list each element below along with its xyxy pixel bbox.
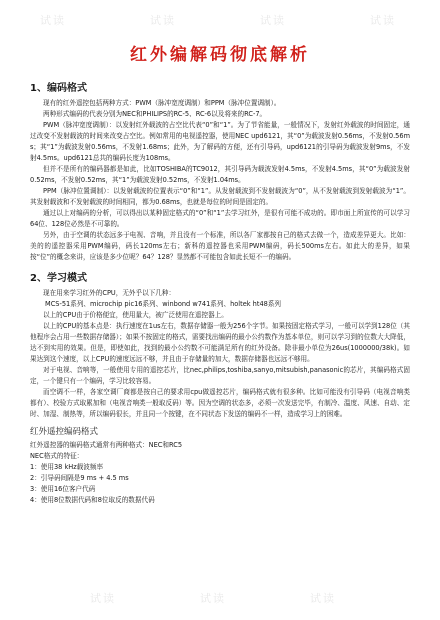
subsection-heading: 红外遥控编码格式 bbox=[30, 427, 99, 437]
paragraph: 但并不是所有的编码器都是如此，比如TOSHIBA的TC9012，其引导码为载波发射4.5ms，不发射4.5ms，其“0”为载波发射0.52ms，不发射0.52ms，其“1”为载波发射0.52ms，不发射1.04ms。 bbox=[30, 165, 410, 184]
watermark: 试读 bbox=[150, 14, 176, 27]
paragraph: 另外，由于空调的状态远多于电视、音响，并且没有一个标准，所以各厂家都按自己的格式去做一个，造成差异更大。比如：美的的遥控器采用PWM编码，码长120ms左右；新科的遥控器也采用PWM编码，码长500ms左右。如此大的差异，如果按“位”的概念来讲，应该是多少位呢？64？128？显然都不可能包含如此长短不一的编码。 bbox=[30, 231, 410, 261]
paragraph: NEC格式的特征： bbox=[30, 452, 84, 460]
list-item: 3：使用16位客户代码 bbox=[30, 485, 96, 493]
watermark: 试读 bbox=[90, 592, 116, 605]
section-heading: 2、学习模式 bbox=[30, 273, 87, 284]
paragraph: 通过以上对编码的分析，可以得出以某种固定格式的“0”和“1”去学习红外，是很有可能不成功的。即市面上所宣传的可以学习64位、128位必然是不可靠的。 bbox=[30, 209, 410, 228]
list-item: 1：使用38 kHz载波频率 bbox=[30, 463, 104, 471]
paragraph: 对于电视、音响等，一般使用专用的遥控芯片，比nec,philips,toshiba,sanyo,mitsubish,panasonic的芯片，其编码格式固定，一个键只有一个编码，学习比较容易。 bbox=[30, 366, 410, 385]
cpu-list: MCS-51系列、microchip pic16系列、winbond w741系列、holtek ht48系列 bbox=[45, 300, 282, 308]
watermark: 试读 bbox=[370, 14, 396, 27]
watermark: 试读 bbox=[310, 592, 336, 605]
paragraph: 现有的红外遥控包括两种方式：PWM（脉冲宽度调制）和PPM（脉冲位置调制）。 bbox=[43, 99, 281, 107]
watermark: 试读 bbox=[200, 592, 226, 605]
watermark: 试读 bbox=[40, 14, 66, 27]
paragraph: 以上的CPU由于价格便宜，使用量大，被广泛使用在遥控器上。 bbox=[43, 311, 228, 319]
paragraph: PPM（脉冲位置调制）：以发射载波的位置表示“0”和“1”。从发射载波到不发射载波为“0”，从不发射载波到发射载波为“1”。其发射载波和不发射载波的时间相同，都为0.68ms，也就是每位的时间是固定的。 bbox=[30, 187, 410, 206]
paragraph: 红外遥控器的编码格式通常有两种格式：NEC和RC5 bbox=[30, 441, 183, 449]
section-heading: 1、编码格式 bbox=[30, 83, 87, 94]
paragraph: 以上的CPU的基本点是：执行速度在1us左右，数据存储器一般为256个字节。如果按固定格式学习，一般可以学到128位（其他程序会占用一些数据存储器）；如果不按固定的格式，需要找出编码的最小公约数作为基本单位，则可以学习到的位数大大降低，达不到实用的效果。但是，即使如此，找到的最小公约数不可能满足所有的红外设备。除非最小单位为26us(1000000/38k)。如果达到这个速度，以上CPU的速度远远不够，并且由于存储量的加大，数据存储器也远远不够用。 bbox=[30, 322, 410, 363]
paragraph: 现在用来学习红外的CPU，无外乎以下几种： bbox=[43, 289, 176, 297]
paragraph: PWM（脉冲宽度调制）：以发射红外载波的占空比代表“0”和“1”。为了节省能量，一般情况下，发射红外载波的时间固定，通过改变不发射载波的时间来改变占空比。例如常用的电视遥控器，使用NEC upd6121，其“0”为载波发射0.56ms，不发射0.56ms；其“1”为载波发射0.56ms，不发射1.68ms；此外，为了解码的方便，还有引导码，upd6121的引导码为载波发射9ms，不发射4.5ms。upd6121总共的编码长度为108ms。 bbox=[30, 121, 410, 162]
watermark: 试读 bbox=[260, 14, 286, 27]
document-title: 红外编解码彻底解析 bbox=[130, 45, 310, 65]
paragraph: 两种形式编码的代表分别为NEC和PHILIPS的RC-5、RC-6以及将来的RC-7。 bbox=[43, 110, 267, 118]
list-item: 2：引导码间隔是9 ms + 4.5 ms bbox=[30, 474, 129, 482]
list-item: 4：使用8位数据代码和8位取反的数据代码 bbox=[30, 496, 155, 504]
paragraph: 而空调不一样，各家空调厂商都是按自己的要求用cpu做遥控芯片，编码格式就有很多种。比如可能没有引导码（电视音响类都有）、校验方式取累加和（电视音响类一般取反码）等。因为空调的状态多，必须一次发送完毕，有制冷、温度、风速、自动、定时、加湿、制热等，所以编码很长，并且同一个按键，在不同状态下发送的编码不一样，造成学习上的困难。 bbox=[30, 388, 410, 418]
